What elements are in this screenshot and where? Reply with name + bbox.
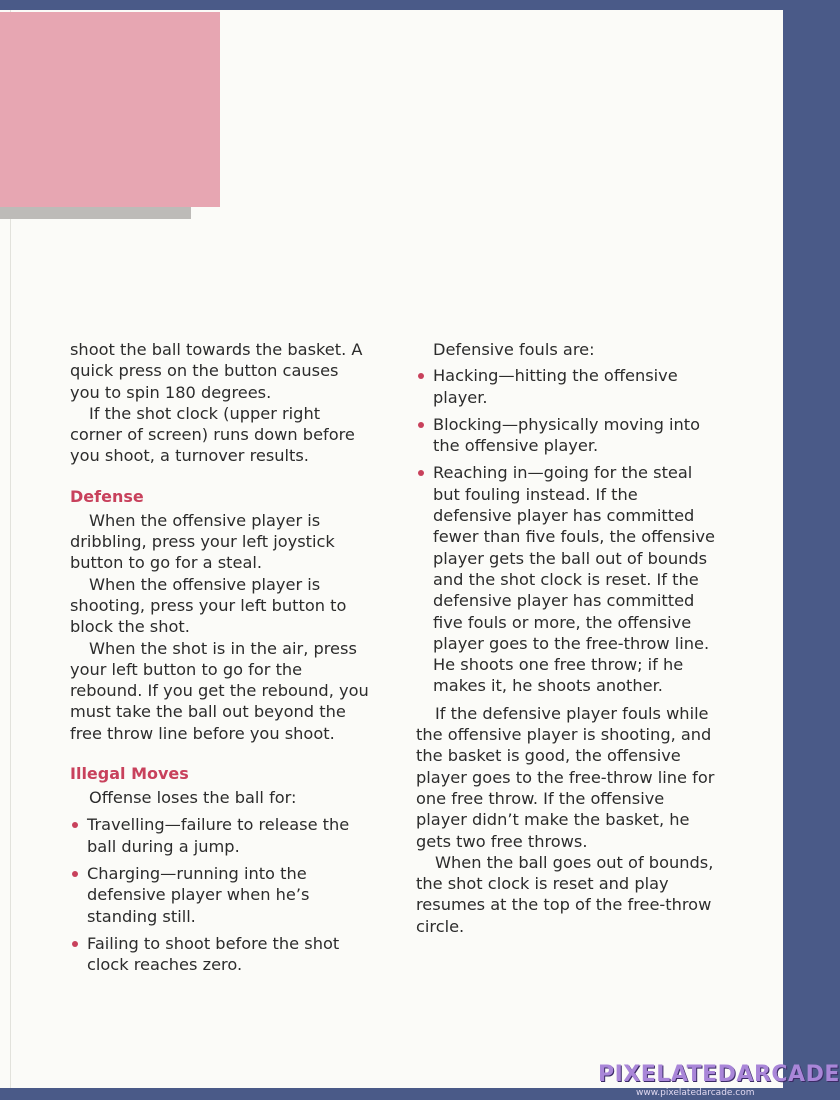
list-item xyxy=(416,414,716,457)
defense-heading: Defense xyxy=(70,486,144,506)
bullet-icon xyxy=(418,470,424,476)
bullet-icon xyxy=(418,422,424,428)
list-item-text: Reaching in—going for the steal but fouling instead. If the defensive player has committed fewer than five fouls, the offensive player gets the ball out of bounds and the shot clock is reset. If the defensive player has committed five fouls or more, the offensive player goes to the free-throw line. He shoots one free throw; if he makes it, he shoots another. xyxy=(433,463,716,696)
list-item-text: Charging—running into the defensive player when he’s standing still. xyxy=(87,863,310,926)
list-item-text: Hacking—hitting the offensive player. xyxy=(433,366,678,407)
bullet-icon xyxy=(72,941,78,947)
corner-pink-block xyxy=(0,12,220,207)
bullet-icon xyxy=(72,822,78,828)
list-item xyxy=(70,814,370,857)
list-item-text: Failing to shoot before the shot clock reaches zero. xyxy=(87,933,340,975)
bullet-icon xyxy=(418,373,424,379)
defense-paragraph-1: When the offensive player is dribbling, press your left joystick button to go for a steal. xyxy=(70,510,335,573)
right-column xyxy=(416,339,716,937)
intro-paragraph-1: shoot the ball towards the basket. A quick press on the button causes you to spin 180 degrees. xyxy=(70,340,363,402)
illegal-moves-heading: Illegal Moves xyxy=(70,764,189,784)
bullet-icon xyxy=(72,871,78,877)
list-item-text: Blocking—physically moving into the offensive player. xyxy=(433,414,701,456)
defense-paragraph-2: When the offensive player is shooting, press your left button to block the shot. xyxy=(70,574,347,637)
shooting-foul-paragraph: If the defensive player fouls while the offensive player is shooting, and the basket is good, the offensive player goes to the free-throw line for one free throw. If the offensive player didn’t make the basket, he gets two free throws. xyxy=(416,703,715,851)
watermark-url: www.pixelatedarcade.com xyxy=(636,1088,755,1098)
intro-paragraph-2: If the shot clock (upper right corner of screen) runs down before you shoot, a turnover results. xyxy=(70,403,355,466)
list-item xyxy=(70,863,370,927)
illegal-moves-lead: Offense loses the ball for: xyxy=(89,788,297,808)
out-of-bounds-paragraph: When the ball goes out of bounds, the shot clock is reset and play resumes at the top of the free-throw circle. xyxy=(416,852,714,936)
left-column xyxy=(70,339,370,975)
list-item xyxy=(416,365,716,408)
defensive-fouls-lead: Defensive fouls are: xyxy=(433,340,595,359)
defense-paragraph-3: When the shot is in the air, press your left button to go for the rebound. If you get the rebound, you must take the ball out beyond the free throw line before you shoot. xyxy=(70,638,369,743)
list-item-text: Travelling—failure to release the ball during a jump. xyxy=(87,815,350,856)
watermark-logo: PIXELATEDARCADE xyxy=(598,1062,840,1087)
list-item xyxy=(70,933,370,976)
defensive-fouls-list xyxy=(416,365,716,696)
illegal-moves-list xyxy=(70,814,370,975)
list-item xyxy=(416,462,716,696)
